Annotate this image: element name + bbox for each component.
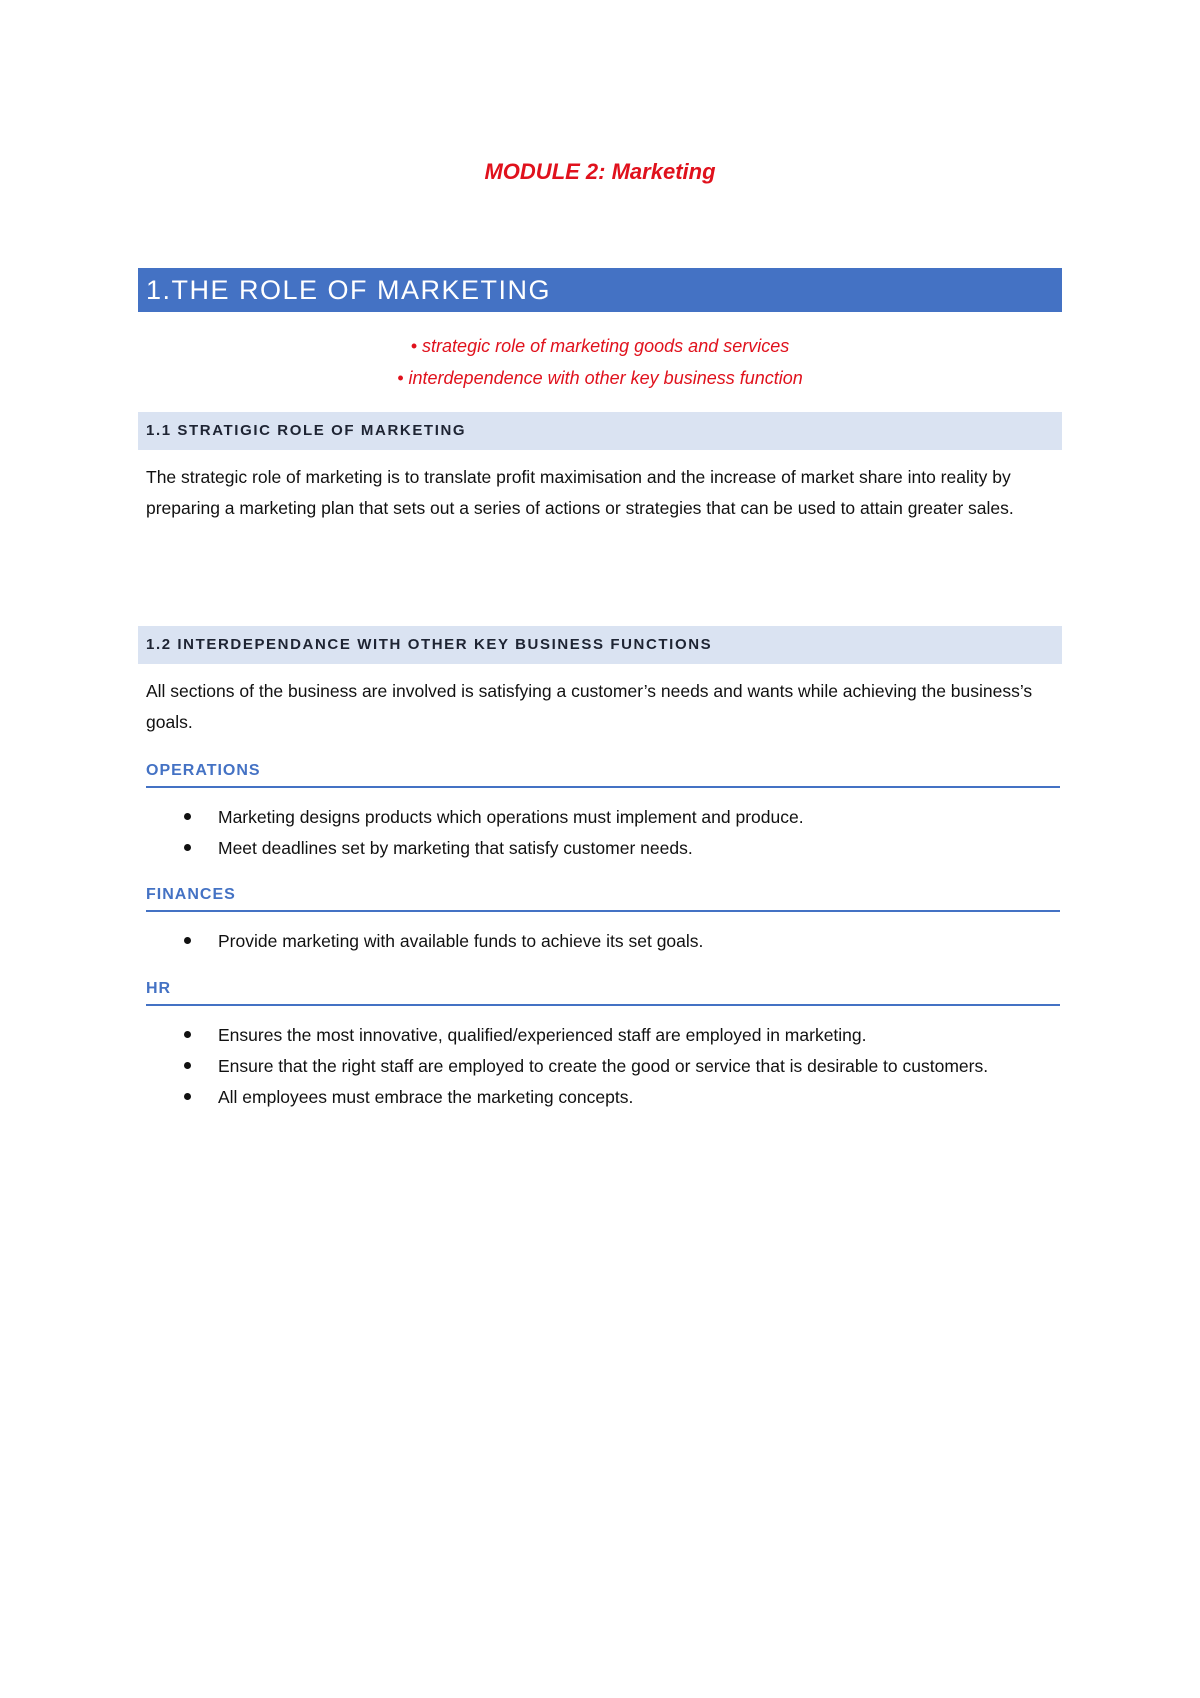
subsection-heading-interdependance: 1.2 INTERDEPENDANCE WITH OTHER KEY BUSINESS FUNCTIONS [138,626,1062,664]
module-title: MODULE 2: Marketing [484,159,716,184]
subsection-heading-strategic-role: 1.1 STRATIGIC ROLE OF MARKETING [138,412,1062,450]
list-item-text: Ensure that the right staff are employed to create the good or service that is desirable to customers. [218,1056,989,1076]
finances-list [146,926,1046,957]
list-item [146,833,1046,864]
list-item [146,1020,1046,1051]
list-item-text: Provide marketing with available funds to achieve its set goals. [218,931,704,951]
hr-list [146,1020,1046,1113]
list-item-text: All employees must embrace the marketing concepts. [218,1087,634,1107]
list-item [146,926,1046,957]
hr-heading: HR [146,978,1060,1006]
section-heading-banner: 1.THE ROLE OF MARKETING [138,268,1062,312]
list-item-text: Meet deadlines set by marketing that satisfy customer needs. [218,838,693,858]
list-item-text: Marketing designs products which operations must implement and produce. [218,807,804,827]
bullet-icon [184,1062,191,1069]
finances-heading: FINANCES [146,884,1060,912]
operations-heading: OPERATIONS [146,760,1060,788]
objective-item: • strategic role of marketing goods and services [410,336,790,356]
interdependance-paragraph: All sections of the business are involved is satisfying a customer’s needs and wants while achieving the business’s goals. [146,681,1033,732]
learning-objectives [0,330,1200,394]
bullet-icon [184,1093,191,1100]
bullet-icon [184,813,191,820]
operations-list [146,802,1046,864]
bullet-icon [184,1031,191,1038]
list-item [146,1051,1046,1082]
bullet-icon [184,937,191,944]
list-item-text: Ensures the most innovative, qualified/experienced staff are employed in marketing. [218,1025,867,1045]
bullet-icon [184,844,191,851]
objective-item: • interdependence with other key business function [397,368,803,388]
strategic-role-paragraph: The strategic role of marketing is to translate profit maximisation and the increase of market share into reality by preparing a marketing plan that sets out a series of actions or strategies that can be used to attain greater sales. [146,467,1014,518]
list-item [146,802,1046,833]
list-item [146,1082,1046,1113]
